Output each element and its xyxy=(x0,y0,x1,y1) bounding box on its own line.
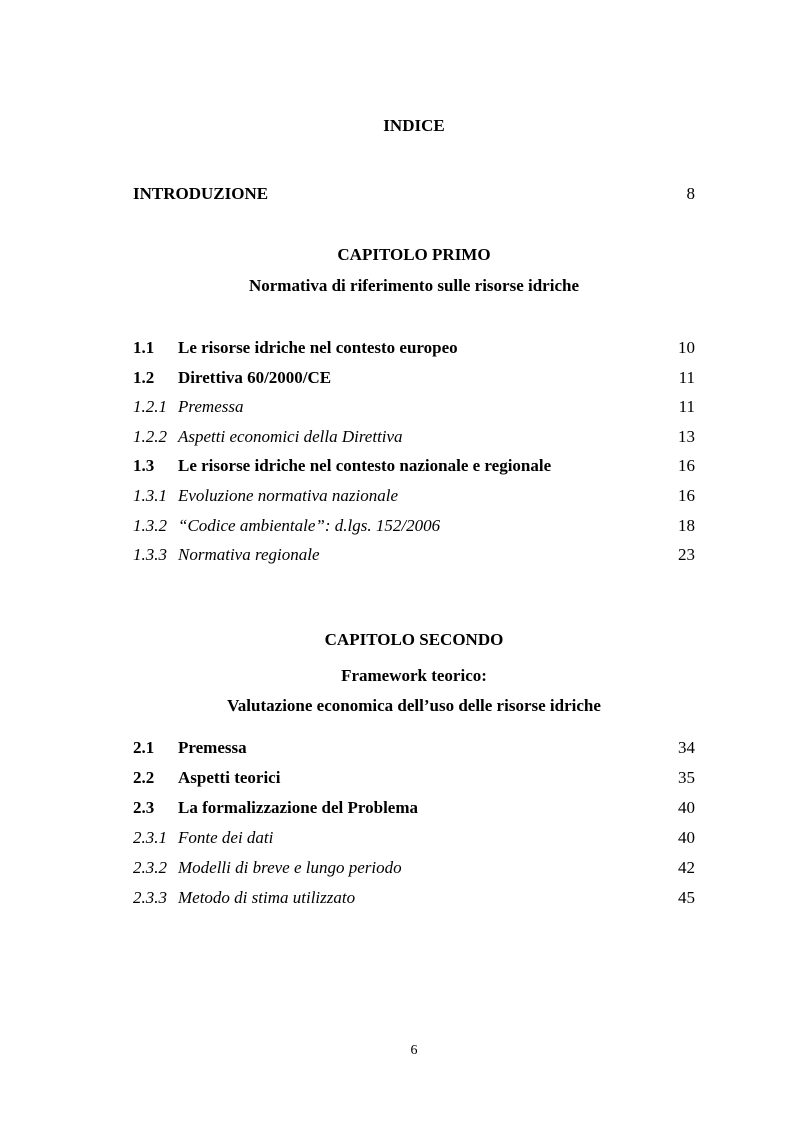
entry-number: 1.3.2 xyxy=(133,515,167,535)
entry-page-number: 42 xyxy=(678,858,695,877)
introduction-page-number: 8 xyxy=(686,184,695,203)
entry-page-number: 34 xyxy=(678,738,695,757)
entry-page-number: 13 xyxy=(678,426,695,446)
chapter1-heading: CAPITOLO PRIMO xyxy=(337,245,491,264)
entry-page-number: 40 xyxy=(678,798,695,817)
entry-number: 1.3 xyxy=(133,456,155,476)
footer-page-number: 6 xyxy=(410,1043,418,1058)
entry-page-number: 18 xyxy=(678,515,695,535)
page-title: INDICE xyxy=(383,116,445,135)
entry-title: Metodo di stima utilizzato xyxy=(178,888,356,907)
toc-entry xyxy=(133,545,695,575)
entry-page-number: 16 xyxy=(678,485,695,505)
toc-entry xyxy=(133,858,695,888)
entry-title: Modelli di breve e lungo periodo xyxy=(178,858,402,877)
chapter2-subtitle-line2: Valutazione economica dell’uso delle risorse idriche xyxy=(227,696,601,715)
toc-entry xyxy=(133,738,695,768)
entry-number: 2.3.2 xyxy=(133,858,167,877)
introduction-label: INTRODUZIONE xyxy=(133,184,269,203)
entry-title: Aspetti economici della Direttiva xyxy=(178,426,403,446)
toc-entry xyxy=(133,338,695,368)
toc-entry xyxy=(133,888,695,918)
entry-number: 1.2.2 xyxy=(133,426,167,446)
toc-entry-introduction xyxy=(133,184,695,204)
chapter2-heading: CAPITOLO SECONDO xyxy=(324,630,504,649)
entry-number: 2.3 xyxy=(133,798,155,817)
entry-number: 1.1 xyxy=(133,338,155,357)
entry-page-number: 16 xyxy=(678,456,695,476)
entry-title: Direttiva 60/2000/CE xyxy=(178,367,332,387)
entry-title: Normativa regionale xyxy=(178,545,320,565)
chapter1-subtitle: Normativa di riferimento sulle risorse idriche xyxy=(248,276,579,295)
entry-page-number: 10 xyxy=(678,338,695,357)
toc-entry xyxy=(133,768,695,798)
toc-entry xyxy=(133,397,695,427)
entry-page-number: 11 xyxy=(678,397,695,417)
entry-title: “Codice ambientale”: d.lgs. 152/2006 xyxy=(178,515,441,535)
toc-entry xyxy=(133,368,695,398)
toc-entry xyxy=(133,798,695,828)
entry-number: 1.2 xyxy=(133,367,155,387)
toc-entry xyxy=(133,516,695,546)
entry-number: 2.2 xyxy=(133,768,155,787)
entry-number: 2.3.1 xyxy=(133,828,167,847)
entry-title: Fonte dei dati xyxy=(178,828,274,847)
entry-title: La formalizzazione del Problema xyxy=(178,798,418,817)
entry-title: Aspetti teorici xyxy=(178,768,281,787)
toc-entry xyxy=(133,828,695,858)
entry-number: 2.3.3 xyxy=(133,888,167,907)
entry-title: Premessa xyxy=(178,397,244,417)
entry-page-number: 11 xyxy=(678,367,695,387)
entry-page-number: 40 xyxy=(678,828,695,847)
entry-title: Le risorse idriche nel contesto europeo xyxy=(178,338,458,357)
entry-number: 1.2.1 xyxy=(133,397,167,417)
entry-title: Le risorse idriche nel contesto nazionale e regionale xyxy=(178,456,552,476)
entry-page-number: 35 xyxy=(678,768,695,787)
entry-page-number: 23 xyxy=(678,545,695,565)
entry-number: 1.3.1 xyxy=(133,485,167,505)
entry-number: 2.1 xyxy=(133,738,155,757)
toc-entry xyxy=(133,486,695,516)
entry-title: Evoluzione normativa nazionale xyxy=(178,485,399,505)
toc-entry xyxy=(133,456,695,486)
entry-title: Premessa xyxy=(178,738,247,757)
toc-entry xyxy=(133,427,695,457)
chapter2-entry-list xyxy=(133,738,695,918)
entry-page-number: 45 xyxy=(678,888,695,907)
entry-number: 1.3.3 xyxy=(133,545,167,565)
chapter1-entry-list xyxy=(133,338,695,575)
chapter2-subtitle-line1: Framework teorico: xyxy=(341,666,487,685)
